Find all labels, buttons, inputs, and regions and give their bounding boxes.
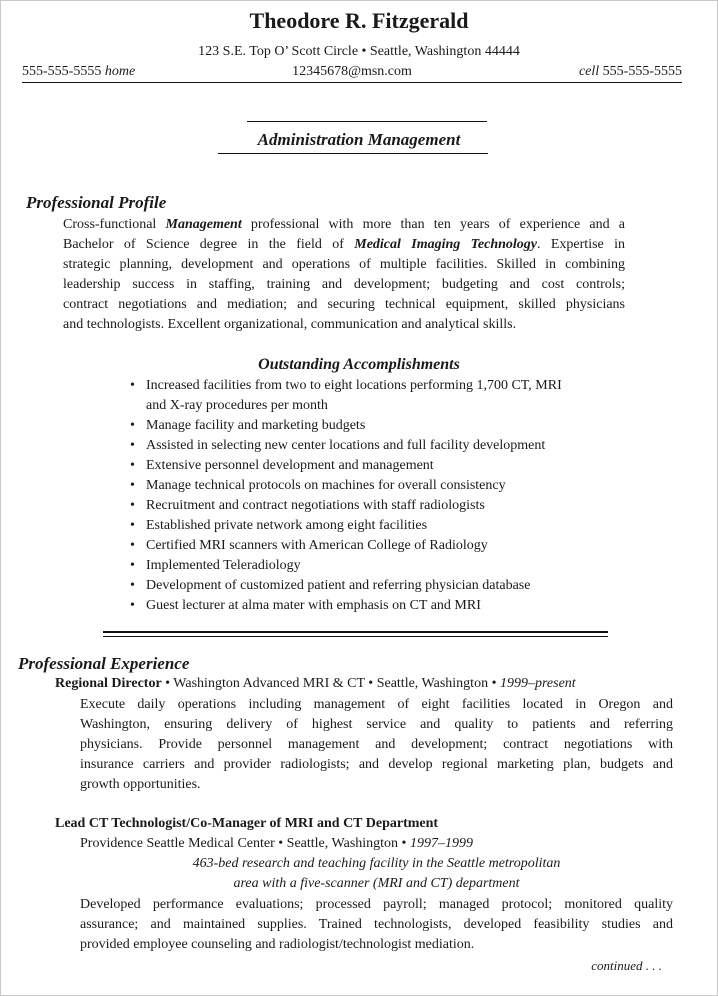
continued-note: continued . . . — [591, 958, 662, 973]
home-phone: 555-555-5555 — [22, 64, 102, 79]
list-item: • Implemented Teleradiology — [130, 556, 562, 576]
list-item: • Manage technical protocols on machines for overall consistency — [130, 476, 562, 496]
job1-line: growth opportunities. — [80, 777, 201, 792]
cell-phone: 555-555-5555 — [602, 64, 682, 79]
list-item: • Assisted in selecting new center locations and full facility development — [130, 436, 562, 456]
list-item: • Guest lecturer at alma mater with emphasis on CT and MRI — [130, 596, 562, 616]
list-item: • Manage facility and marketing budgets — [130, 416, 562, 436]
job2-note-1: 463-bed research and teaching facility in the Seattle metropolitan — [192, 856, 561, 871]
section-divider — [103, 631, 608, 633]
job1-dates: 1999–present — [499, 676, 576, 691]
title-rule-bottom — [218, 153, 488, 154]
job2-header — [80, 836, 473, 852]
job1-line: Execute daily operations including management of eight facilities located in Oregon and — [80, 697, 673, 712]
job1-description — [80, 695, 673, 795]
profile-line: strategic planning, development and operations of multiple facilities. Skilled in combining — [63, 257, 625, 272]
candidate-name: Theodore R. Fitzgerald — [249, 8, 469, 33]
job2-employer: Providence Seattle Medical Center • Seattle, Washington • — [80, 836, 410, 851]
accomplishments-list — [130, 376, 562, 616]
home-label: home — [104, 64, 136, 79]
job2-dates: 1997–1999 — [409, 836, 473, 851]
profile-paragraph — [63, 215, 625, 335]
job2-title: Lead CT Technologist/Co-Manager of MRI and CT Department — [55, 816, 439, 831]
list-item: • Increased facilities from two to eight locations performing 1,700 CT, MRI and X-ray procedures per month — [130, 376, 562, 416]
profile-line: Bachelor of Science degree in the field of Medical Imaging Technology. Expertise in — [63, 237, 625, 252]
cell-label: cell — [578, 64, 600, 79]
job1-line: Washington, ensuring delivery of highest service and quality to patients and referring — [80, 717, 673, 732]
email[interactable]: 12345678@msn.com — [292, 64, 412, 79]
job1-line: insurance carriers and provider radiologists; and develop regional marketing plan, budgets and — [80, 757, 673, 772]
job2-line: assurance; and maintained supplies. Trained technologists, developed feasibility studies and — [80, 917, 673, 932]
job1-header — [55, 676, 576, 692]
title-rule-top — [247, 121, 487, 122]
profile-heading: Professional Profile — [26, 193, 167, 212]
job2-line: provided employee counseling and radiologist/technologist mediation. — [80, 937, 475, 952]
experience-heading: Professional Experience — [18, 654, 190, 673]
keyword-medical-imaging: Medical Imaging Technology — [354, 237, 538, 252]
job2-line: Developed performance evaluations; processed payroll; managed protocol; monitored quality — [80, 897, 673, 912]
profile-line: leadership success in staffing, training and development; budgeting and cost controls; — [63, 277, 625, 292]
profile-line: Cross-functional Management professional with more than ten years of experience and a — [63, 217, 625, 232]
contact-line — [22, 64, 682, 83]
cell-phone-block — [579, 64, 682, 80]
list-item: • Development of customized patient and referring physician database — [130, 576, 562, 596]
job2-description — [80, 895, 673, 955]
list-item: • Established private network among eight facilities — [130, 516, 562, 536]
address: 123 S.E. Top O’ Scott Circle • Seattle, Washington 44444 — [198, 44, 520, 59]
accomplishments-heading: Outstanding Accomplishments — [258, 356, 460, 373]
list-item: • Certified MRI scanners with American College of Radiology — [130, 536, 562, 556]
job1-line: physicians. Provide personnel management and development; contract negotiations with — [80, 737, 673, 752]
section-divider-thin — [103, 636, 608, 637]
resume-title: Administration Management — [257, 130, 461, 149]
list-item: • Recruitment and contract negotiations with staff radiologists — [130, 496, 562, 516]
job1-detail: • Washington Advanced MRI & CT • Seattle, Washington • — [161, 676, 500, 691]
job2-note-2: area with a five-scanner (MRI and CT) department — [233, 876, 520, 891]
keyword-management: Management — [165, 217, 242, 232]
job1-title: Regional Director — [55, 676, 162, 691]
profile-line: contract negotiations and mediation; and securing technical equipment, skilled physicians — [63, 297, 625, 312]
profile-line: and technologists. Excellent organizational, communication and analytical skills. — [63, 317, 517, 332]
list-item: • Extensive personnel development and management — [130, 456, 562, 476]
